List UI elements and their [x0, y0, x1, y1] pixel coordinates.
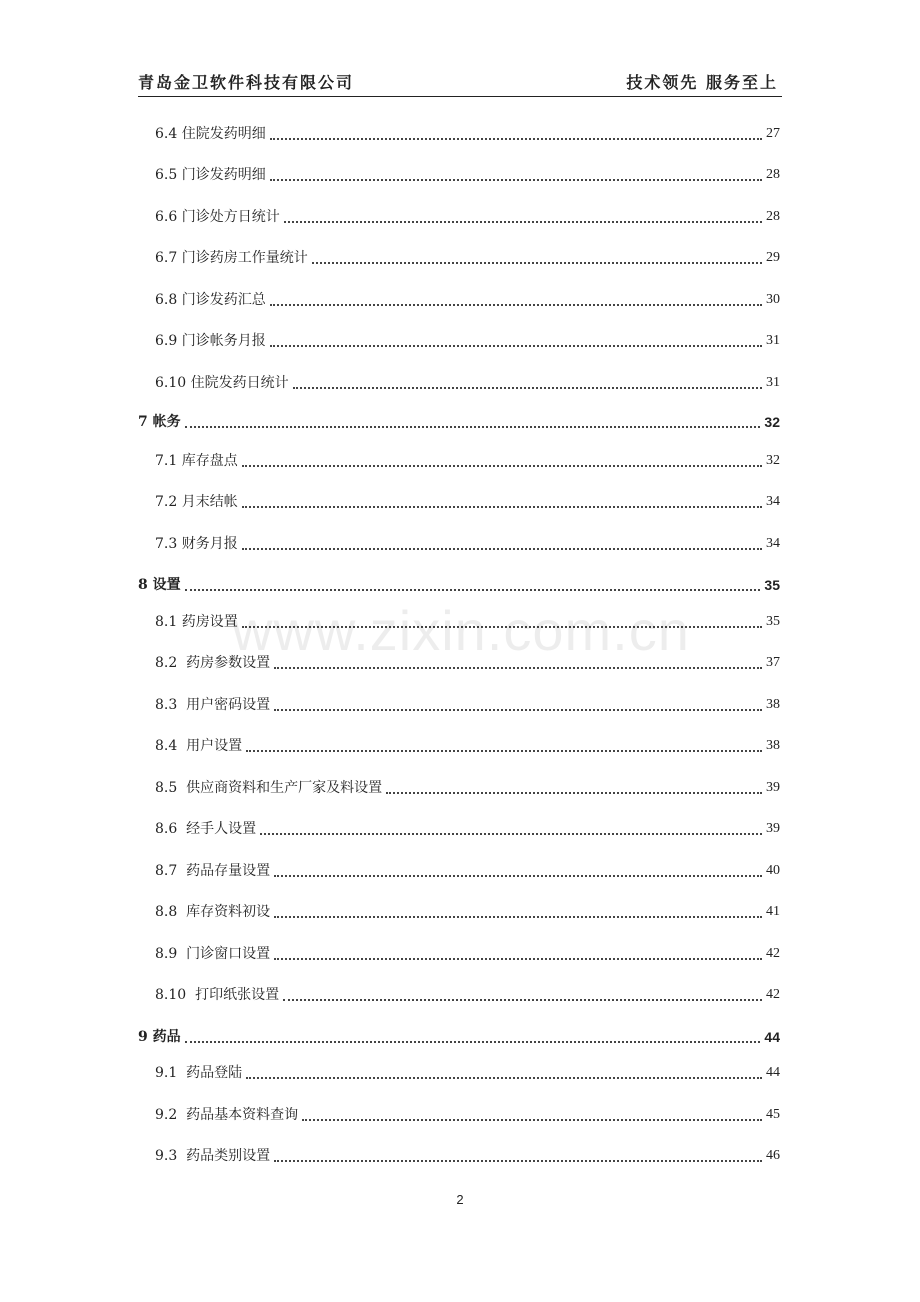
- dot-leader: [260, 833, 762, 835]
- toc-entry-page: 45: [766, 1107, 780, 1122]
- header-slogan: 技术领先 服务至上: [626, 73, 778, 92]
- toc-entry-page: 31: [766, 375, 780, 390]
- toc-entry-page: 28: [766, 209, 780, 224]
- toc-entry[interactable]: [155, 288, 780, 312]
- toc-entry-title: 8.9 门诊窗口设置: [155, 946, 271, 962]
- toc-entry-page: 39: [766, 780, 780, 795]
- toc-entry[interactable]: [155, 246, 780, 270]
- dot-leader: [270, 138, 762, 140]
- toc-entry-page: 42: [766, 987, 780, 1002]
- dot-leader: [270, 304, 762, 306]
- dot-leader: [283, 999, 762, 1001]
- toc-entry[interactable]: [155, 371, 780, 395]
- toc-entry-page: 34: [766, 536, 780, 551]
- toc-entry-title: 7.1 库存盘点: [155, 453, 238, 469]
- toc-chapter-entry[interactable]: [138, 573, 780, 597]
- toc-entry-title: 6.10 住院发药日统计: [155, 375, 289, 391]
- toc-entry-title: 7 帐务: [138, 414, 181, 430]
- dot-leader: [386, 792, 762, 794]
- dot-leader: [284, 221, 762, 223]
- toc-entry-page: 32: [764, 414, 780, 430]
- toc-entry-page: 27: [766, 126, 780, 141]
- toc-entry[interactable]: [155, 693, 780, 717]
- toc-entry-title: 8.5 供应商资料和生产厂家及料设置: [155, 780, 383, 796]
- toc-entry-page: 30: [766, 292, 780, 307]
- dot-leader: [270, 179, 762, 181]
- toc-chapter-entry[interactable]: [138, 1025, 780, 1049]
- dot-leader: [274, 667, 762, 669]
- toc-entry-title: 8.3 用户密码设置: [155, 697, 271, 713]
- toc-entry-page: 41: [766, 904, 780, 919]
- dot-leader: [293, 387, 762, 389]
- page-number: 2: [456, 1192, 464, 1207]
- dot-leader: [242, 506, 762, 508]
- toc-entry-page: 35: [766, 614, 780, 629]
- toc-entry-page: 37: [766, 655, 780, 670]
- toc-entry[interactable]: [155, 1144, 780, 1168]
- toc-entry-title: 9 药品: [138, 1029, 181, 1045]
- toc-entry-page: 44: [764, 1029, 780, 1045]
- dot-leader: [274, 709, 762, 711]
- toc-entry[interactable]: [155, 859, 780, 883]
- dot-leader: [246, 1077, 762, 1079]
- toc-entry[interactable]: [155, 1103, 780, 1127]
- toc-entry-page: 40: [766, 863, 780, 878]
- toc-entry-title: 9.1 药品登陆: [155, 1065, 243, 1081]
- toc-entry[interactable]: [155, 942, 780, 966]
- toc-entry[interactable]: [155, 449, 780, 473]
- toc-entry-page: 38: [766, 697, 780, 712]
- toc-entry-title: 8.1 药房设置: [155, 614, 238, 630]
- toc-entry[interactable]: [155, 776, 780, 800]
- dot-leader: [274, 875, 762, 877]
- toc-entry-title: 9.2 药品基本资料查询: [155, 1107, 299, 1123]
- dot-leader: [185, 589, 761, 591]
- toc-entry[interactable]: [155, 734, 780, 758]
- toc-entry[interactable]: [155, 983, 780, 1007]
- toc-entry-page: 44: [766, 1065, 780, 1080]
- toc-entry-page: 42: [766, 946, 780, 961]
- toc-entry-title: 6.4 住院发药明细: [155, 126, 266, 142]
- toc-entry-page: 46: [766, 1148, 780, 1163]
- toc-entry[interactable]: [155, 329, 780, 353]
- toc-entry-title: 8.2 药房参数设置: [155, 655, 271, 671]
- dot-leader: [242, 465, 762, 467]
- toc-entry-page: 32: [766, 453, 780, 468]
- toc-entry-page: 38: [766, 738, 780, 753]
- dot-leader: [312, 262, 762, 264]
- toc-entry[interactable]: [155, 122, 780, 146]
- toc-entry-page: 29: [766, 250, 780, 265]
- toc-entry[interactable]: [155, 490, 780, 514]
- toc-entry-title: 8.4 用户设置: [155, 738, 243, 754]
- toc-entry[interactable]: [155, 900, 780, 924]
- dot-leader: [185, 426, 761, 428]
- toc-entry-page: 35: [764, 577, 780, 593]
- toc-entry-title: 8.7 药品存量设置: [155, 863, 271, 879]
- page-header: [138, 68, 782, 97]
- toc-entry-title: 9.3 药品类别设置: [155, 1148, 271, 1164]
- watermark: www.zixin.com.cn: [232, 599, 690, 662]
- dot-leader: [274, 958, 762, 960]
- toc-entry-title: 7.3 财务月报: [155, 536, 238, 552]
- dot-leader: [270, 345, 762, 347]
- toc-entry-page: 39: [766, 821, 780, 836]
- dot-leader: [274, 1160, 762, 1162]
- dot-leader: [246, 750, 762, 752]
- dot-leader: [302, 1119, 762, 1121]
- toc-entry-title: 8.6 经手人设置: [155, 821, 257, 837]
- toc-entry-title: 6.7 门诊药房工作量统计: [155, 250, 308, 266]
- dot-leader: [185, 1041, 761, 1043]
- toc-entry-title: 6.5 门诊发药明细: [155, 167, 266, 183]
- toc-entry[interactable]: [155, 532, 780, 556]
- toc-entry-title: 8 设置: [138, 577, 181, 593]
- toc-entry-title: 7.2 月末结帐: [155, 494, 238, 510]
- toc-entry[interactable]: [155, 1061, 780, 1085]
- company-name: 青岛金卫软件科技有限公司: [138, 73, 355, 92]
- toc-entry-page: 34: [766, 494, 780, 509]
- toc-entry-title: 6.9 门诊帐务月报: [155, 333, 266, 349]
- toc-entry-title: 8.8 库存资料初设: [155, 904, 271, 920]
- toc-chapter-entry[interactable]: [138, 410, 780, 434]
- toc-entry-title: 8.10 打印纸张设置: [155, 987, 280, 1003]
- toc-entry-title: 6.8 门诊发药汇总: [155, 292, 266, 308]
- toc-entry-page: 28: [766, 167, 780, 182]
- toc-entry[interactable]: [155, 163, 780, 187]
- toc-entry[interactable]: [155, 205, 780, 229]
- dot-leader: [274, 916, 762, 918]
- toc-entry[interactable]: [155, 817, 780, 841]
- dot-leader: [242, 548, 762, 550]
- toc-entry-title: 6.6 门诊处方日统计: [155, 209, 280, 225]
- toc-entry-page: 31: [766, 333, 780, 348]
